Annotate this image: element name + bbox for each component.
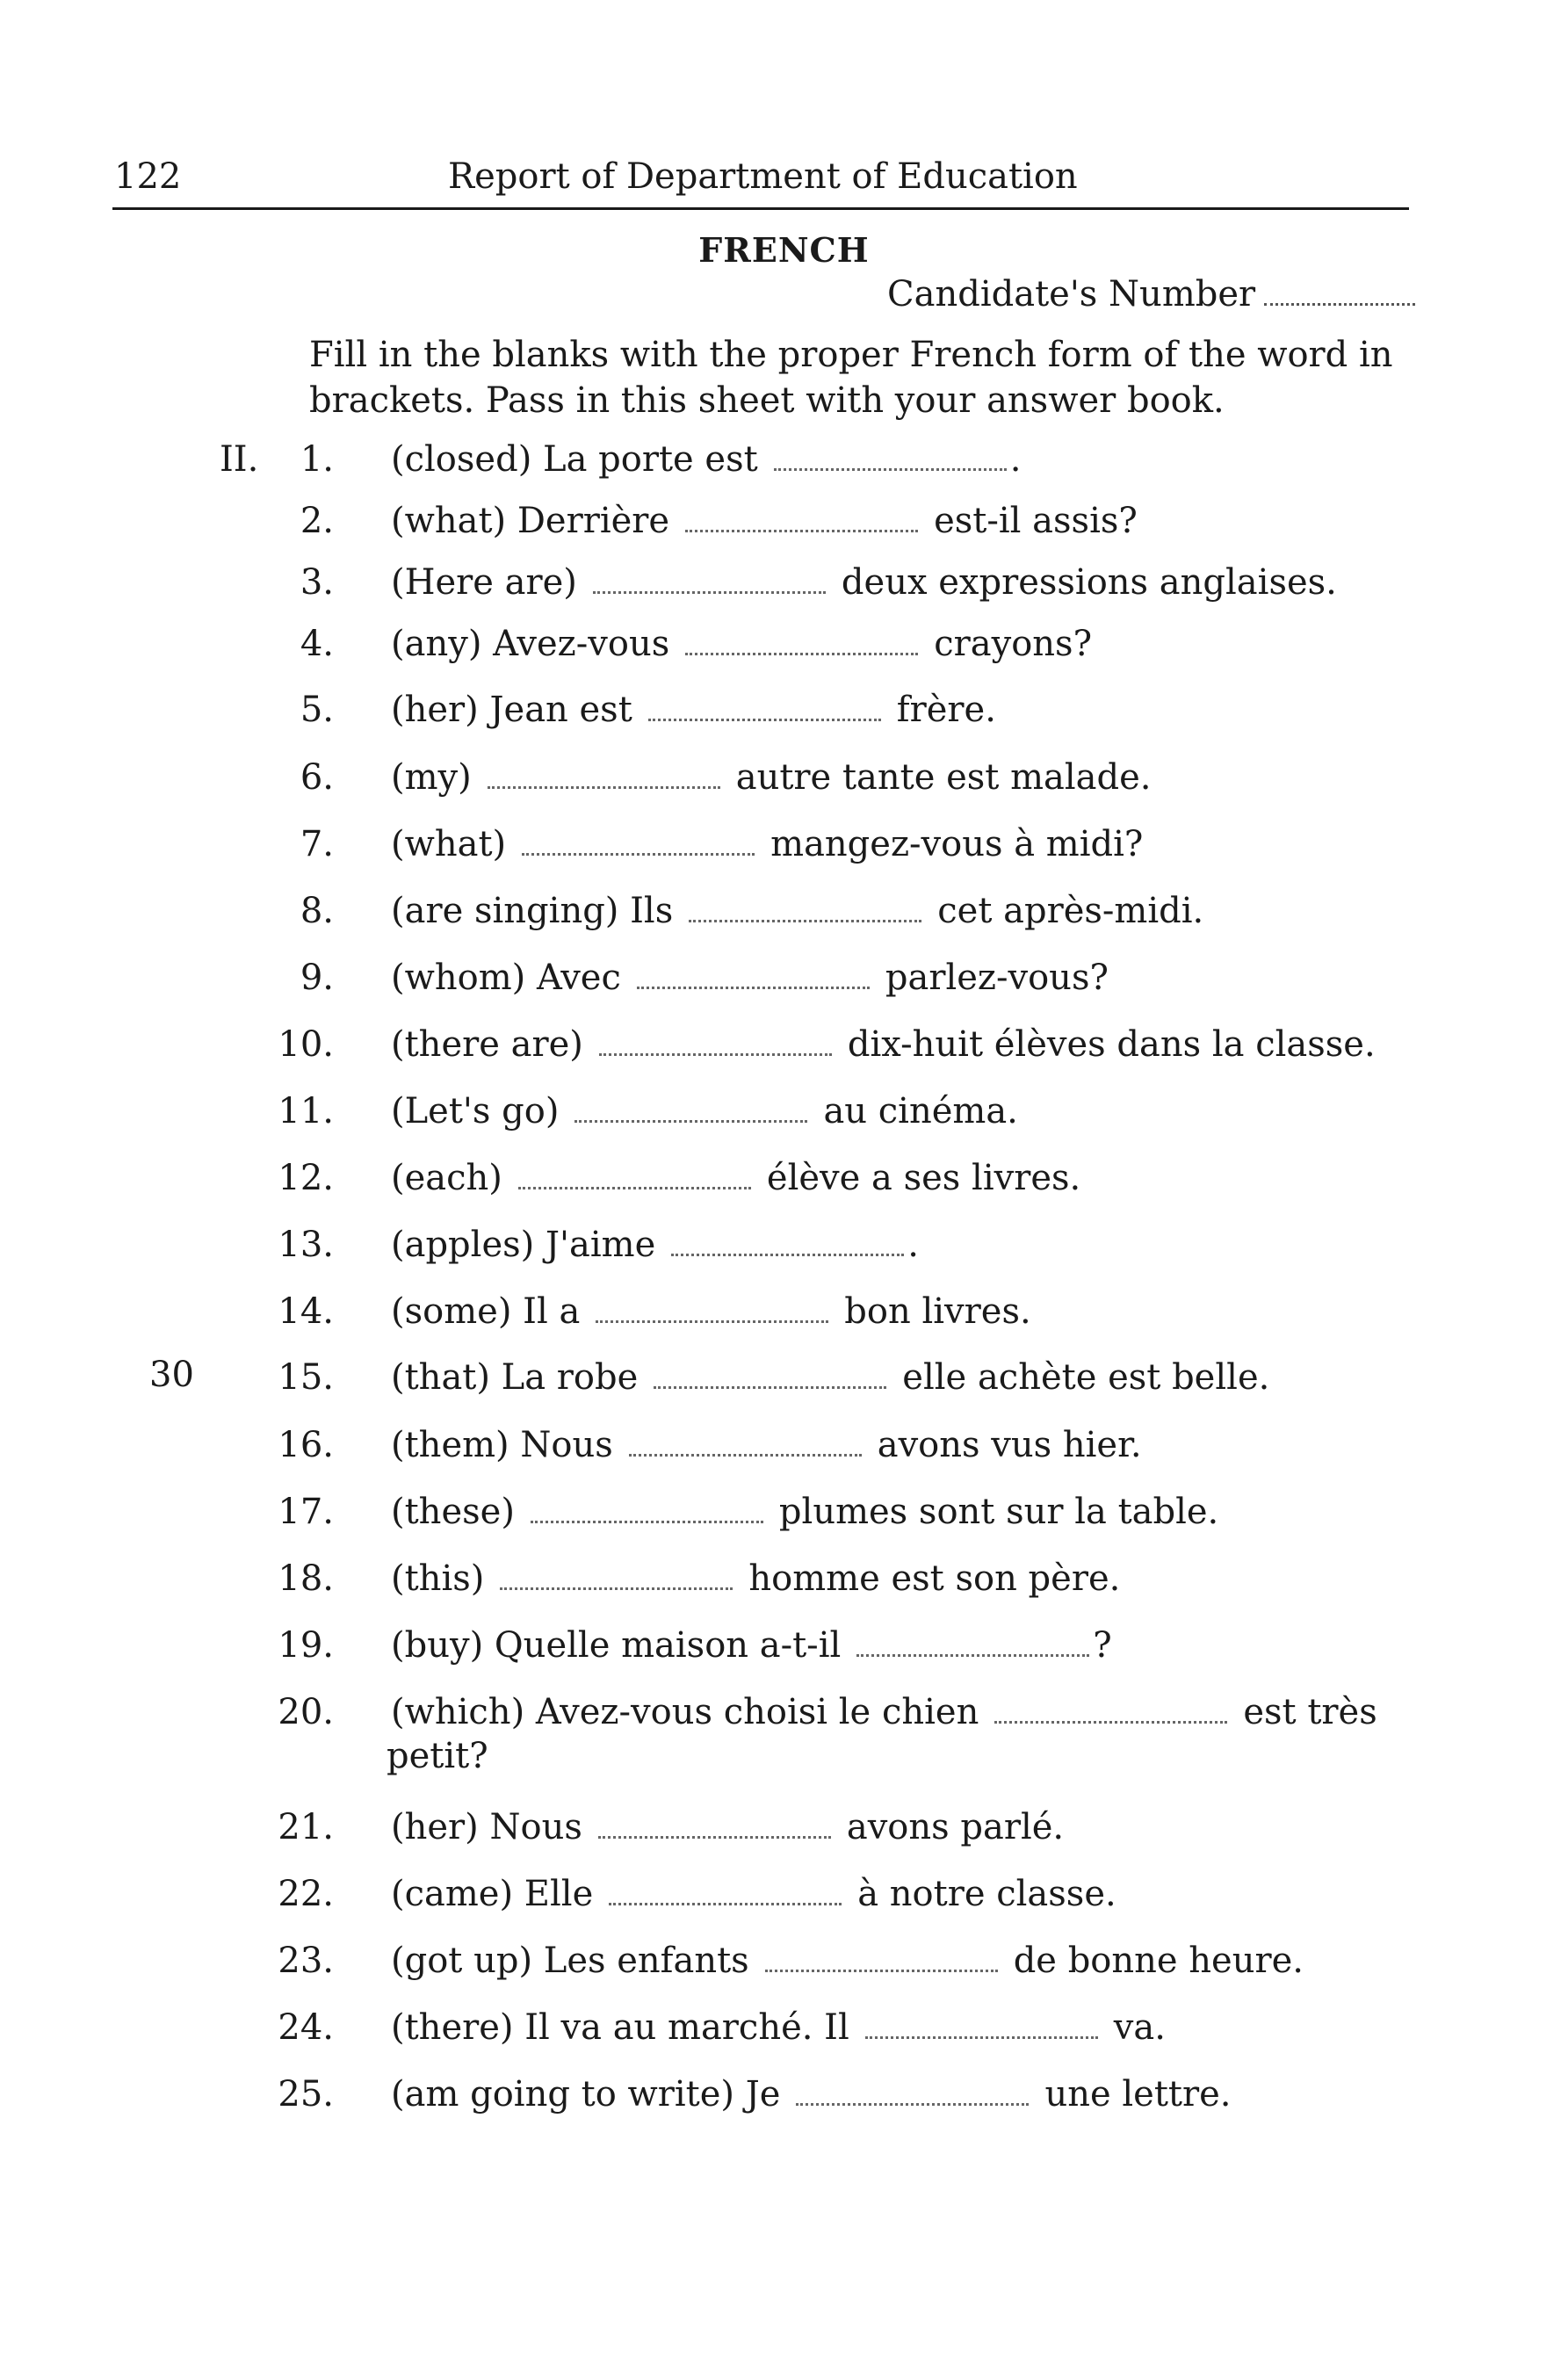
question-prompt: (these) bbox=[391, 1492, 515, 1532]
answer-blank[interactable] bbox=[765, 1961, 998, 1972]
question-text bbox=[391, 562, 1337, 603]
question-prompt: (are singing) Ils bbox=[391, 891, 674, 931]
question-prompt: (her) Nous bbox=[391, 1807, 582, 1847]
answer-blank[interactable] bbox=[596, 1312, 828, 1323]
question-completion: est-il assis? bbox=[934, 501, 1138, 541]
question-number: 5. bbox=[300, 690, 334, 730]
answer-blank[interactable] bbox=[654, 1377, 886, 1389]
question-prompt: (what) Derrière bbox=[391, 501, 670, 541]
question-continuation: petit? bbox=[387, 1736, 488, 1776]
answer-blank[interactable] bbox=[865, 2028, 1098, 2039]
part-label: II. bbox=[220, 439, 259, 480]
question-number: 25. bbox=[278, 2074, 334, 2115]
answer-blank[interactable] bbox=[599, 1045, 832, 1056]
answer-blank[interactable] bbox=[593, 582, 826, 594]
question-completion: avons vus hier. bbox=[877, 1425, 1142, 1465]
answer-blank[interactable] bbox=[689, 911, 921, 922]
question-prompt: (my) bbox=[391, 757, 472, 798]
question-text bbox=[391, 1941, 1304, 1981]
answer-blank[interactable] bbox=[685, 521, 918, 532]
question-number: 15. bbox=[278, 1357, 334, 1398]
question-completion: une lettre. bbox=[1044, 2074, 1232, 2115]
question-number: 2. bbox=[300, 501, 334, 541]
question-completion: dix-huit élèves dans la classe. bbox=[847, 1024, 1376, 1065]
question-prompt: (some) Il a bbox=[391, 1291, 581, 1332]
question-prompt: (apples) J'aime bbox=[391, 1225, 656, 1265]
question-prompt: (this) bbox=[391, 1558, 485, 1599]
instructions: Fill in the blanks with the proper French form of the word in brackets. Pass in this sheet with your answer book. bbox=[309, 335, 1393, 421]
question-text bbox=[391, 1558, 1120, 1599]
question-completion: plumes sont sur la table. bbox=[778, 1492, 1219, 1532]
question-number: 13. bbox=[278, 1225, 334, 1265]
question-text bbox=[391, 1291, 1031, 1332]
question-number: 4. bbox=[300, 624, 334, 664]
question-text bbox=[391, 439, 1021, 480]
question-completion: est très bbox=[1243, 1692, 1377, 1732]
answer-blank[interactable] bbox=[774, 459, 1007, 471]
question-number: 6. bbox=[300, 757, 334, 798]
question-number: 10. bbox=[278, 1024, 334, 1065]
question-prompt: (what) bbox=[391, 824, 507, 864]
question-text bbox=[391, 1024, 1376, 1065]
answer-blank[interactable] bbox=[574, 1111, 807, 1123]
answer-blank[interactable] bbox=[531, 1512, 763, 1523]
question-completion: . bbox=[907, 1225, 919, 1265]
question-prompt: (any) Avez-vous bbox=[391, 624, 670, 664]
question-number: 8. bbox=[300, 891, 334, 931]
answer-blank[interactable] bbox=[637, 978, 870, 989]
question-text bbox=[391, 1807, 1064, 1847]
question-number: 12. bbox=[278, 1158, 334, 1198]
question-number: 3. bbox=[300, 562, 334, 603]
question-prompt: (which) Avez-vous choisi le chien bbox=[391, 1692, 979, 1732]
question-completion: ? bbox=[1093, 1625, 1112, 1666]
question-text bbox=[391, 1874, 1116, 1914]
question-completion: homme est son père. bbox=[748, 1558, 1121, 1599]
question-text bbox=[391, 1692, 1377, 1732]
answer-blank[interactable] bbox=[685, 644, 918, 655]
question-text bbox=[391, 1158, 1080, 1198]
question-prompt: (buy) Quelle maison a-t-il bbox=[391, 1625, 842, 1666]
question-completion: frère. bbox=[896, 690, 996, 730]
section-title: FRENCH bbox=[698, 230, 870, 270]
question-text bbox=[391, 1425, 1142, 1465]
question-number: 9. bbox=[300, 958, 334, 998]
question-completion: au cinéma. bbox=[823, 1091, 1018, 1131]
answer-blank[interactable] bbox=[629, 1445, 862, 1457]
answer-blank[interactable] bbox=[522, 844, 755, 856]
question-prompt: (there are) bbox=[391, 1024, 583, 1065]
answer-blank[interactable] bbox=[500, 1579, 733, 1590]
question-number: 21. bbox=[278, 1807, 334, 1847]
question-number: 16. bbox=[278, 1425, 334, 1465]
question-number: 22. bbox=[278, 1874, 334, 1914]
question-text bbox=[391, 1091, 1018, 1131]
question-prompt: (them) Nous bbox=[391, 1425, 613, 1465]
question-text bbox=[391, 757, 1151, 798]
question-completion: autre tante est malade. bbox=[735, 757, 1152, 798]
answer-blank[interactable] bbox=[598, 1827, 831, 1839]
margin-mark: 30 bbox=[149, 1355, 194, 1395]
question-number: 23. bbox=[278, 1941, 334, 1981]
question-number: 24. bbox=[278, 2007, 334, 2048]
running-head: Report of Department of Education bbox=[448, 156, 1078, 197]
question-number: 7. bbox=[300, 824, 334, 864]
question-prompt: (her) Jean est bbox=[391, 690, 632, 730]
answer-blank[interactable] bbox=[648, 710, 881, 721]
question-completion: deux expressions anglaises. bbox=[841, 562, 1337, 603]
question-completion: avons parlé. bbox=[846, 1807, 1065, 1847]
question-number: 11. bbox=[278, 1091, 334, 1131]
answer-blank[interactable] bbox=[671, 1245, 904, 1256]
question-text bbox=[391, 1492, 1218, 1532]
question-number: 1. bbox=[300, 439, 334, 480]
answer-blank[interactable] bbox=[796, 2094, 1029, 2106]
candidate-number-blank bbox=[1264, 294, 1415, 306]
question-text bbox=[391, 1225, 919, 1265]
question-text bbox=[391, 891, 1203, 931]
question-prompt: (Here are) bbox=[391, 562, 577, 603]
question-text bbox=[391, 2074, 1232, 2115]
question-prompt: (Let's go) bbox=[391, 1091, 560, 1131]
question-number: 18. bbox=[278, 1558, 334, 1599]
answer-blank[interactable] bbox=[518, 1178, 751, 1189]
question-text bbox=[391, 690, 996, 730]
question-completion: crayons? bbox=[934, 624, 1093, 664]
question-completion: cet après-midi. bbox=[937, 891, 1204, 931]
question-completion: mangez-vous à midi? bbox=[770, 824, 1144, 864]
question-prompt: (came) Elle bbox=[391, 1874, 594, 1914]
answer-blank[interactable] bbox=[609, 1894, 842, 1905]
question-completion: à notre classe. bbox=[857, 1874, 1116, 1914]
question-text bbox=[391, 824, 1143, 864]
question-text bbox=[391, 1357, 1269, 1398]
question-completion: bon livres. bbox=[844, 1291, 1031, 1332]
question-prompt: (there) Il va au marché. Il bbox=[391, 2007, 849, 2048]
question-completion: parlez-vous? bbox=[885, 958, 1109, 998]
question-prompt: (whom) Avec bbox=[391, 958, 621, 998]
question-text bbox=[391, 2007, 1166, 2048]
question-completion: va. bbox=[1113, 2007, 1166, 2048]
question-completion: de bonne heure. bbox=[1013, 1941, 1304, 1981]
question-text bbox=[391, 958, 1109, 998]
question-text bbox=[391, 501, 1138, 541]
answer-blank[interactable] bbox=[488, 777, 720, 789]
question-text bbox=[391, 624, 1092, 664]
candidate-number-label: Candidate's Number bbox=[887, 274, 1256, 314]
candidate-number-field bbox=[887, 274, 1415, 314]
question-prompt: (each) bbox=[391, 1158, 502, 1198]
question-completion: elle achète est belle. bbox=[902, 1357, 1270, 1398]
question-number: 20. bbox=[278, 1692, 334, 1732]
question-text bbox=[391, 1625, 1112, 1666]
page-number: 122 bbox=[114, 156, 182, 197]
question-completion: . bbox=[1009, 439, 1022, 480]
header-rule bbox=[112, 207, 1409, 210]
question-completion: élève a ses livres. bbox=[766, 1158, 1081, 1198]
question-number: 14. bbox=[278, 1291, 334, 1332]
question-prompt: (am going to write) Je bbox=[391, 2074, 781, 2115]
answer-blank[interactable] bbox=[856, 1645, 1089, 1657]
question-number: 19. bbox=[278, 1625, 334, 1666]
question-prompt: (that) La robe bbox=[391, 1357, 639, 1398]
question-prompt: (closed) La porte est bbox=[391, 439, 758, 480]
question-number: 17. bbox=[278, 1492, 334, 1532]
question-prompt: (got up) Les enfants bbox=[391, 1941, 749, 1981]
answer-blank[interactable] bbox=[994, 1712, 1227, 1724]
